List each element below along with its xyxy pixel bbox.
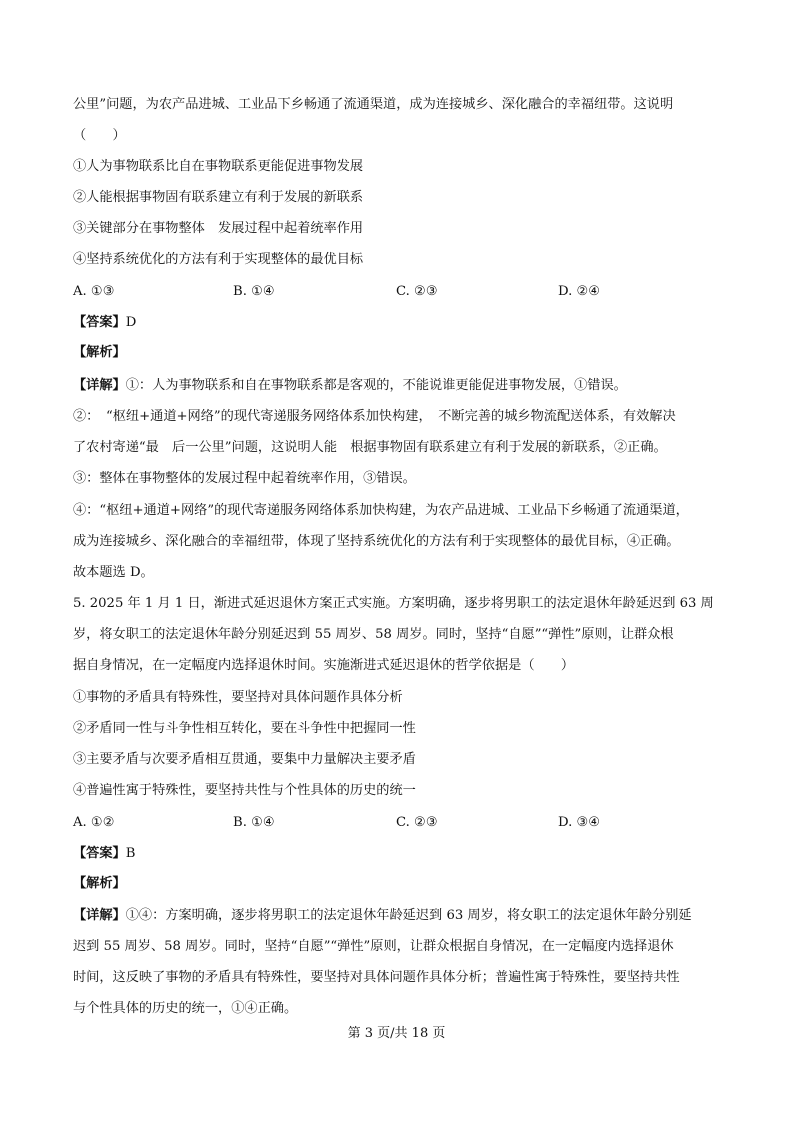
q4-detail-2b: 了农村寄递“最 后一公里”问题，这说明人能 根据事物固有联系建立有利于发展的新联系，②正确。 [73,440,667,455]
q4-detail-1 [73,376,723,396]
q4-answer-value: D [125,315,137,330]
q4-detail-2a: ②： “枢纽+通道+网络”的现代寄递服务网络体系加快构建， 不断完善的城乡物流配送体系，有效解决 [73,409,676,424]
q4-stem-line-1: 公里”问题，为农产品进城、工业品下乡畅通了流通渠道，成为连接城乡、深化融合的幸福纽带。这说明 [73,97,674,112]
q4-conclusion: 故本题选 D。 [73,565,154,580]
q5-option-a: A. ①② [73,815,115,830]
q4-item-4: ④坚持系统优化的方法有利于实现整体的最优目标 [73,252,364,267]
q4-detail-3: ③：整体在事物整体的发展过程中起着统率作用，③错误。 [73,471,416,486]
q4-answer [73,313,723,333]
q5-stem-line-2: 岁，将女职工的法定退休年龄分别延迟到 55 周岁、58 周岁。同时，坚持“自愿”“弹性”原则，让群众根 [73,627,674,642]
q5-detail-2: 迟到 55 周岁、58 周岁。同时，坚持“自愿”“弹性”原则，让群众根据自身情况，在一定幅度内选择退休 [73,939,674,954]
q5-stem-line-1: 5. 2025 年 1 月 1 日，渐进式延迟退休方案正式实施。方案明确，逐步将男职工的法定退休年龄延迟到 63 周 [73,596,714,611]
q5-option-c: C. ②③ [396,815,438,830]
q4-option-a: A. ①③ [73,284,115,299]
q5-answer-tag: 【答案】 [73,846,126,861]
q4-option-b: B. ①④ [233,284,275,299]
q5-detail-tag: 【详解】 [73,908,126,923]
q5-item-1: ①事物的矛盾具有特殊性，要坚持对具体问题作具体分析 [73,690,403,705]
q4-item-3: ③关键部分在事物整体 发展过程中起着统率作用 [73,221,364,236]
q5-detail-4: 与个性具体的历史的统一，①④正确。 [73,1001,298,1016]
q5-answer [73,844,723,864]
q4-detail-tag: 【详解】 [73,378,126,393]
q4-stem-line-2: （ ） [73,128,126,143]
q5-detail-1 [73,906,723,926]
q4-item-1: ①人为事物联系比自在事物联系更能促进事物发展 [73,159,364,174]
q5-analysis-heading [73,874,723,894]
q5-item-3: ③主要矛盾与次要矛盾相互贯通，要集中力量解决主要矛盾 [73,752,416,767]
q5-option-d: D. ③④ [558,815,601,830]
q5-detail-3: 时间，这反映了事物的矛盾具有特殊性，要坚持对具体问题作具体分析；普遍性寓于特殊性，要坚持共性 [73,970,680,985]
q5-detail-1-text: ①④：方案明确，逐步将男职工的法定退休年龄延迟到 63 周岁，将女职工的法定退休年龄分别延 [125,908,692,923]
q4-detail-1-text: ①：人为事物联系和自在事物联系都是客观的，不能说谁更能促进事物发展，①错误。 [125,378,627,393]
q4-option-c: C. ②③ [396,284,438,299]
q5-stem-line-3: 据自身情况，在一定幅度内选择退休时间。实施渐进式延迟退休的哲学依据是（ ） [73,658,575,673]
q4-answer-tag: 【答案】 [73,315,126,330]
q5-item-2: ②矛盾同一性与斗争性相互转化，要在斗争性中把握同一性 [73,721,416,736]
q5-item-4: ④普遍性寓于特殊性，要坚持共性与个性具体的历史的统一 [73,783,416,798]
q4-detail-4b: 成为连接城乡、深化融合的幸福纽带，体现了坚持系统优化的方法有利于实现整体的最优目标，④正确。 [73,534,680,549]
q5-analysis-tag: 【解析】 [73,876,126,891]
q4-item-2: ②人能根据事物固有联系建立有利于发展的新联系 [73,190,364,205]
q4-option-d: D. ②④ [558,284,601,299]
q5-option-b: B. ①④ [233,815,275,830]
page-footer: 第 3 页/共 18 页 [347,1026,446,1041]
q5-answer-value: B [125,846,136,861]
q4-analysis-heading [73,343,723,363]
q4-analysis-tag: 【解析】 [73,345,126,360]
q4-detail-4a: ④：“枢纽+通道+网络”的现代寄递服务网络体系加快构建，为农产品进城、工业品下乡畅通了流通渠道， [73,503,689,518]
